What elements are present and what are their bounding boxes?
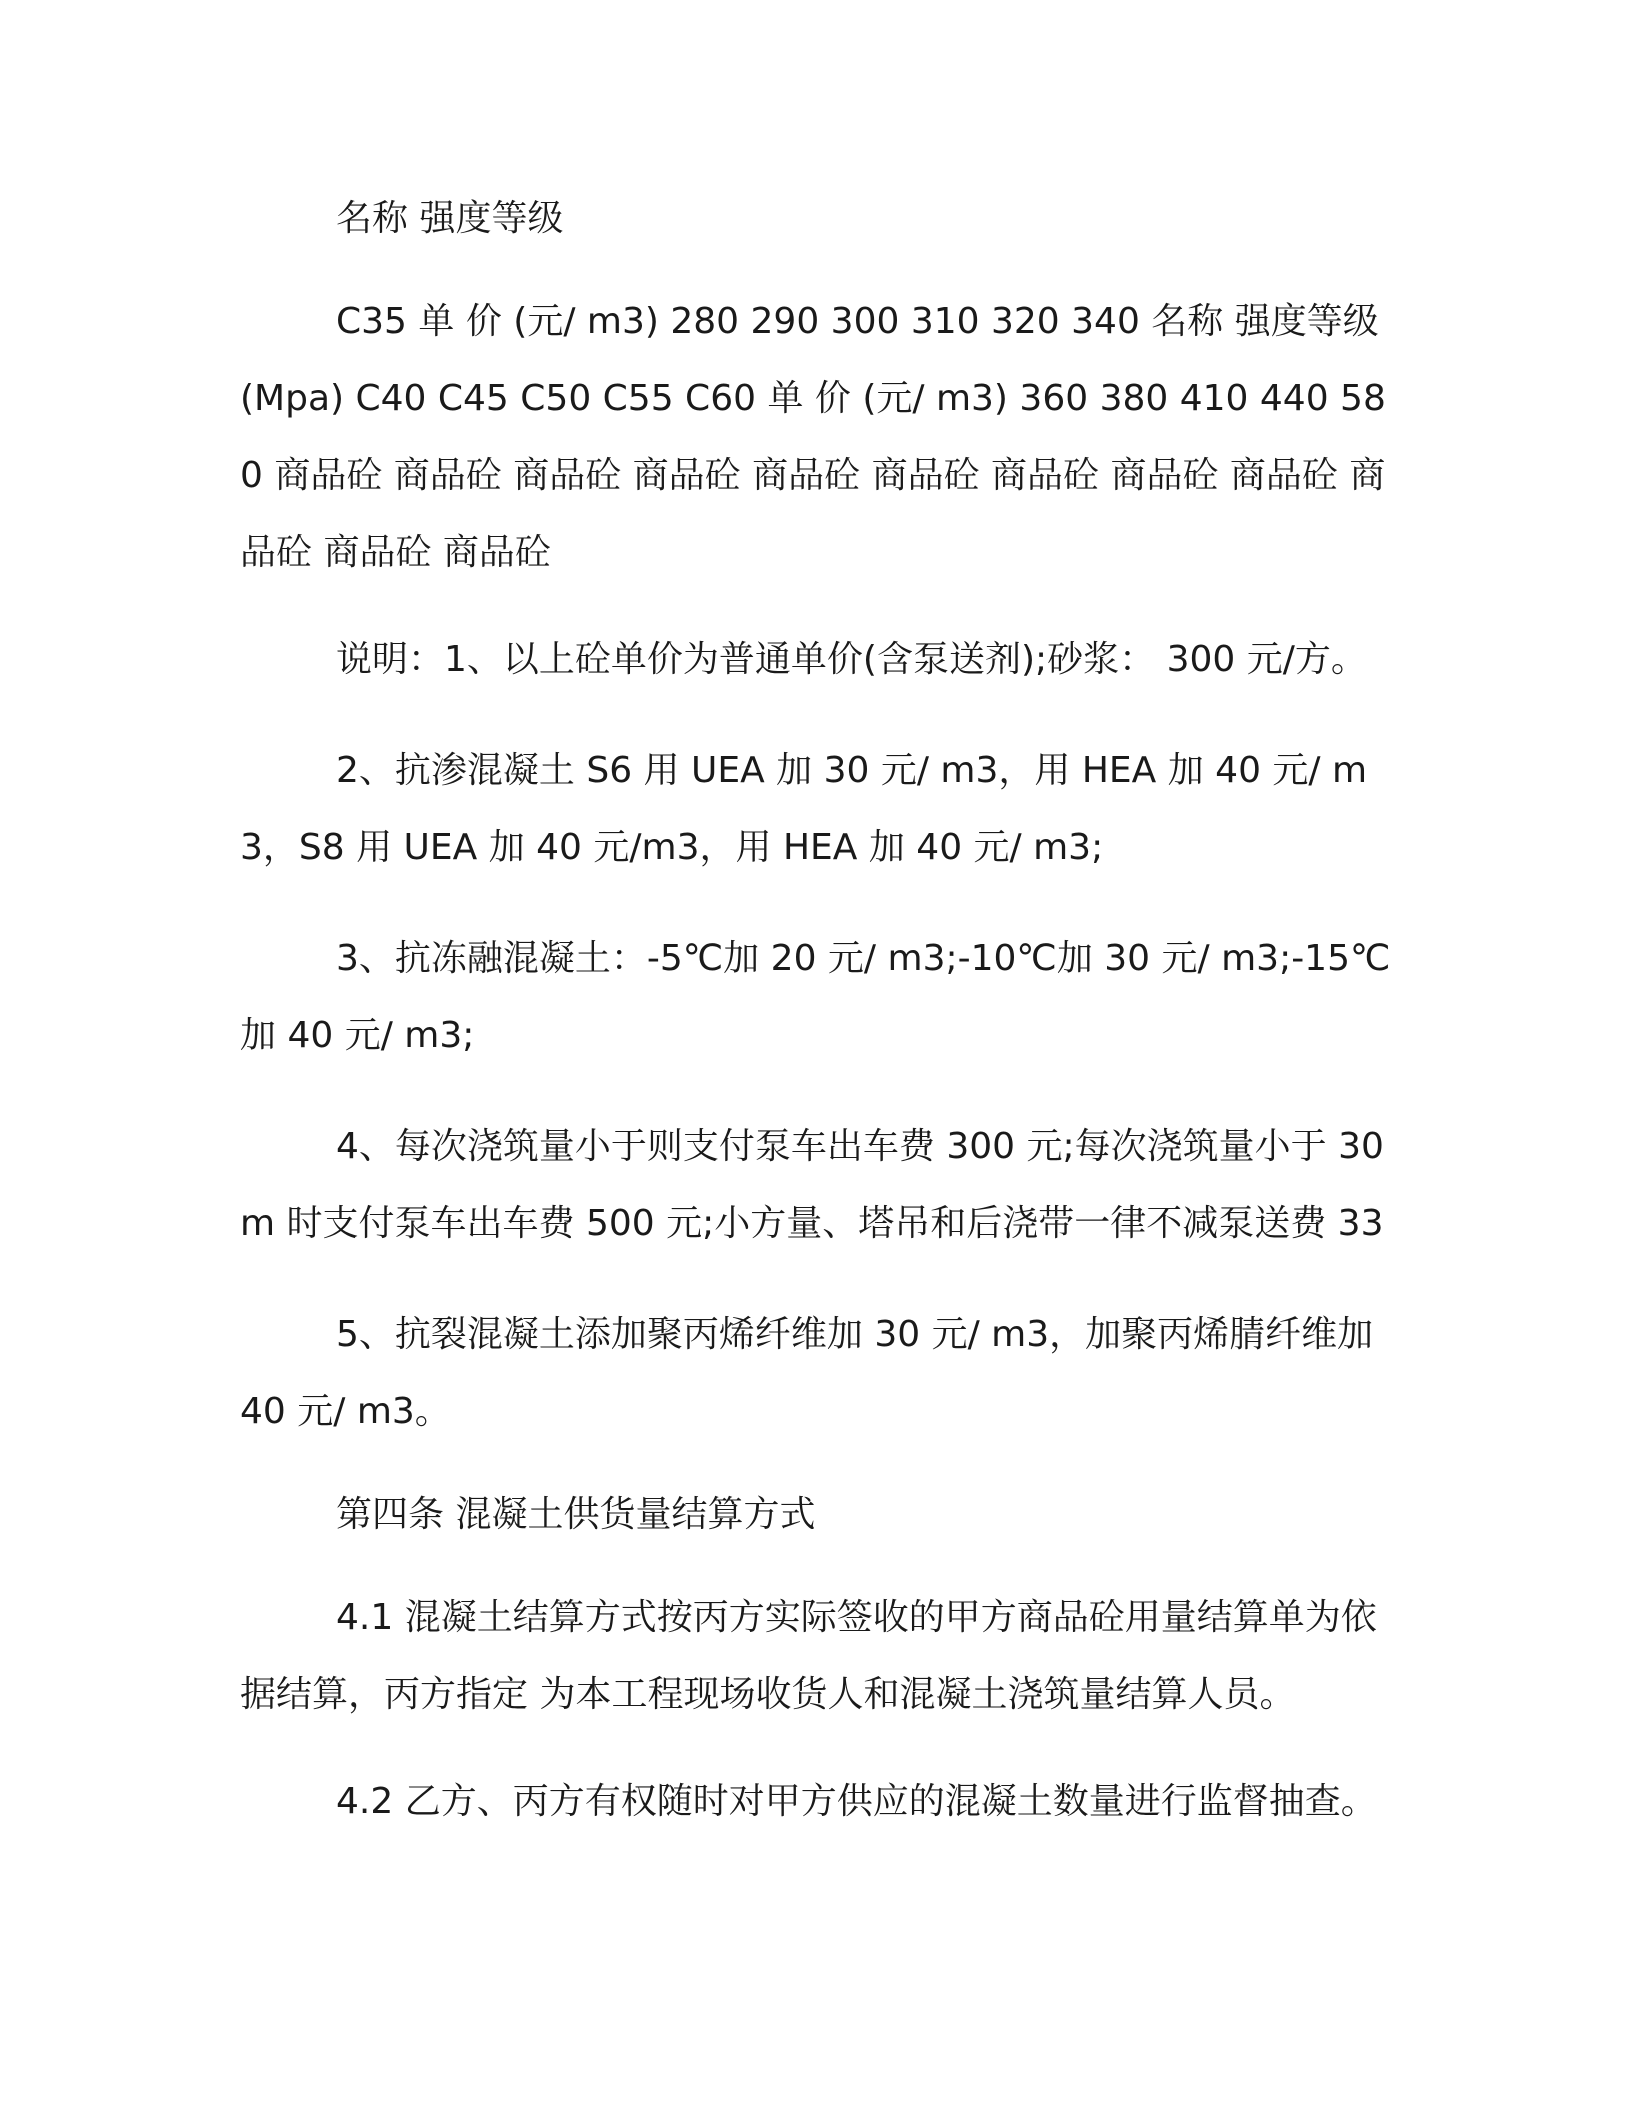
paragraph-clause-4-2: 4.2 乙方、丙方有权随时对甲方供应的混凝土数量进行监督抽查。 [336, 1781, 1377, 1822]
paragraph-note-3: 3、抗冻融混凝土：-5℃加 20 元/ m3;-10℃加 30 元/ m3;-15℃加 40 元/ m3; [240, 938, 1391, 1056]
paragraph-clause-4-1: 4.1 混凝土结算方式按丙方实际签收的甲方商品砼用量结算单为依据结算，丙方指定 为本工程现场收货人和混凝土浇筑量结算人员。 [240, 1597, 1377, 1715]
document-body [240, 180, 1400, 1840]
paragraph-note-4: 4、每次浇筑量小于则支付泵车出车费 300 元;每次浇筑量小于 30m 时支付泵车出车费 500 元;小方量、塔吊和后浇带一律不减泵送费 33 [240, 1126, 1384, 1244]
paragraph-note-1: 说明：1、以上砼单价为普通单价(含泵送剂);砂浆： 300 元/方。 [336, 639, 1367, 680]
section-heading-article-4: 第四条 混凝土供货量结算方式 [336, 1494, 816, 1535]
paragraph-note-2: 2、抗渗混凝土 S6 用 UEA 加 30 元/ m3，用 HEA 加 40 元/ m3，S8 用 UEA 加 40 元/m3，用 HEA 加 40 元/ m3; [240, 750, 1368, 868]
paragraph-note-5: 5、抗裂混凝土添加聚丙烯纤维加 30 元/ m3，加聚丙烯腈纤维加 40 元/ m3。 [240, 1314, 1374, 1432]
paragraph-price-table: C35 单 价 (元/ m3) 280 290 300 310 320 340 名称 强度等级 (Mpa) C40 C45 C50 C55 C60 单 价 (元/ m3) 360 380 410 440 580 商品砼 商品砼 商品砼 商品砼 商品砼 商品砼 商品砼 商品砼 商品砼 商品砼 商品砼 商品砼 [240, 301, 1386, 573]
paragraph-table-header: 名称 强度等级 [336, 198, 564, 239]
